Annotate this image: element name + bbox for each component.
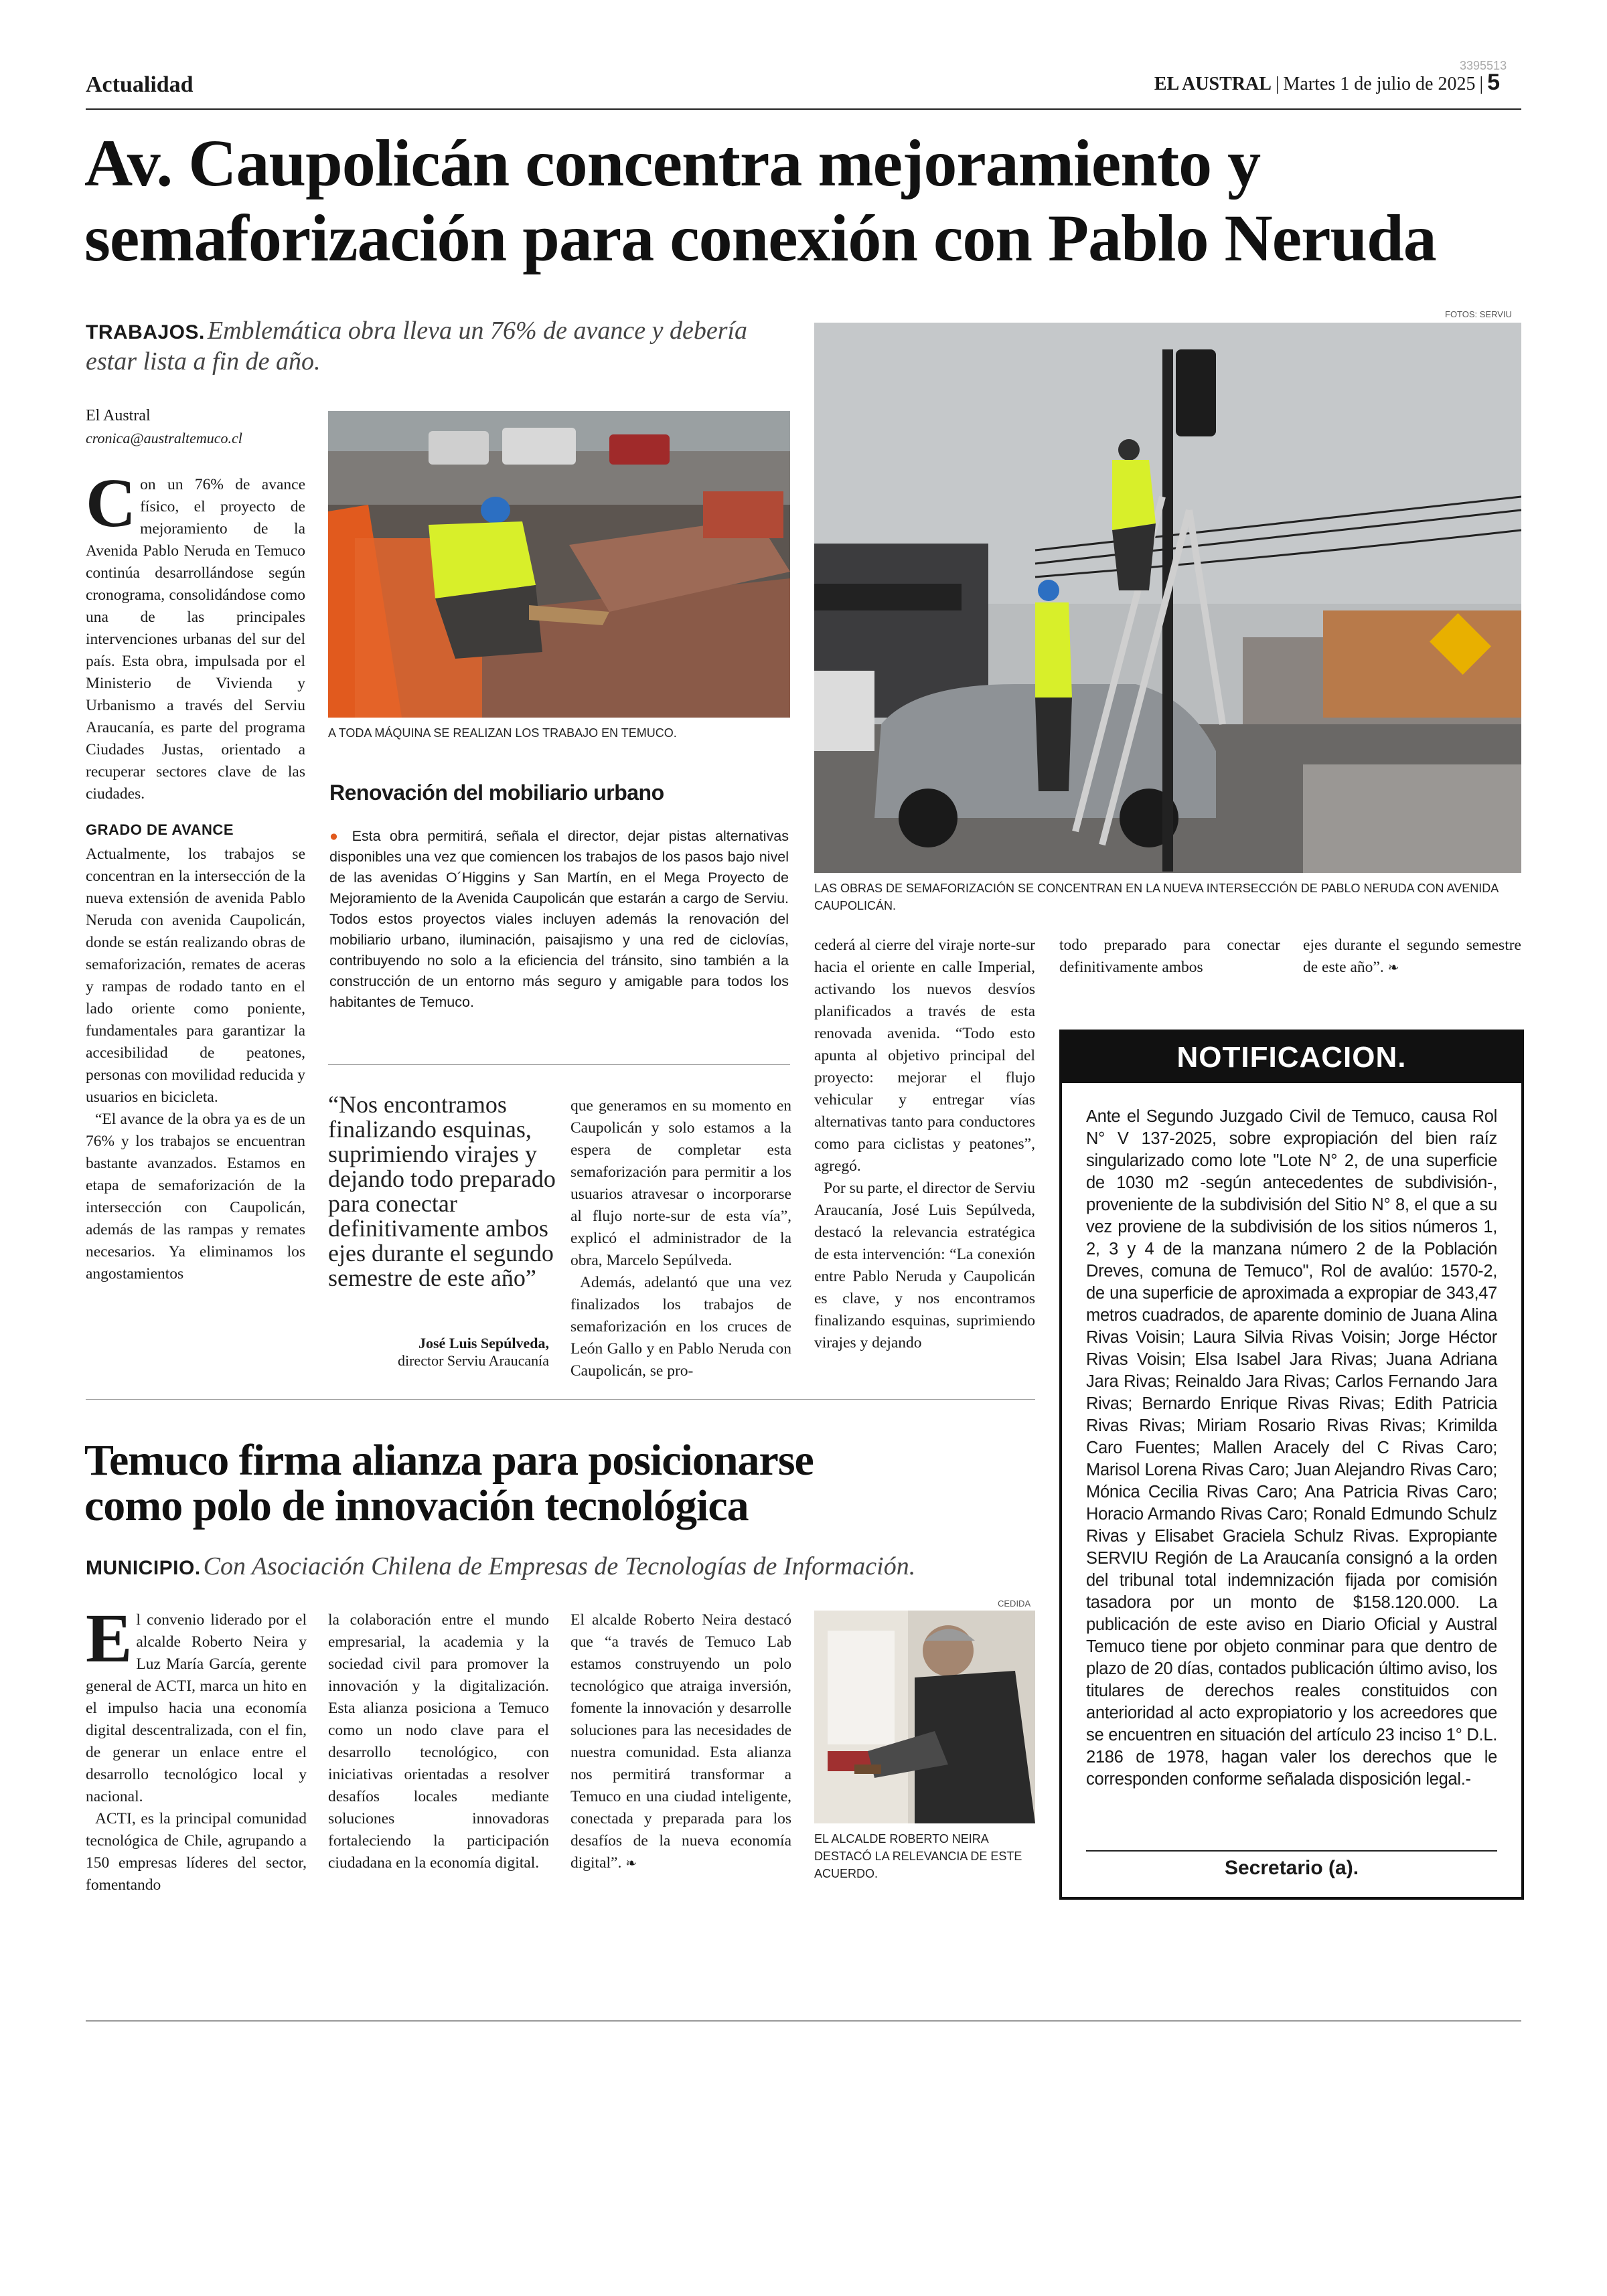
sidebar-title: Renovación del mobiliario urbano: [329, 781, 664, 805]
photo-mayor-signing: [814, 1611, 1035, 1823]
article1-kicker: TRABAJOS.: [86, 321, 205, 343]
article2-column-3: El alcalde Roberto Neira destacó que “a través de Temuco Lab estamos construyendo un polo tecnológico que atraiga inversión, fomente la innovación y desarrolle soluciones para las necesidades de nuestra comunidad. Esta alianza nos permitirá transformar a Temuco en una ciudad inteligente, conectada y preparada para los desafíos de la nueva economía digital”. ❧: [570, 1611, 791, 1872]
photo-workers-paving: [328, 411, 790, 718]
pull-quote: “Nos encontramos finalizando esquinas, suprimiendo virajes y dejando todo preparado para conectar definitivamente ambos ejes durante el segundo semestre de este año”: [328, 1091, 556, 1291]
photo-paving-image: [328, 411, 790, 718]
article1-deck: [86, 316, 755, 377]
article2-photo-credit: CEDIDA: [998, 1598, 1031, 1609]
article1-column-5: todo preparado para conectar definitivamente ambos: [1059, 936, 1280, 976]
end-mark-icon: ❧: [1387, 959, 1399, 975]
notification-box: [1059, 1030, 1524, 1900]
notification-title: NOTIFICACION.: [1062, 1032, 1521, 1083]
newspaper-name: EL AUSTRAL: [1154, 74, 1272, 94]
quote-author: José Luis Sepúlveda, director Serviu Araucanía: [397, 1335, 549, 1369]
article1-headline: Av. Caupolicán concentra mejoramiento y semaforización para conexión con Pablo Neruda: [84, 126, 1436, 275]
sidebar-divider: [328, 1064, 790, 1065]
article2-deck: [86, 1552, 1050, 1582]
photo-traffic-light: [814, 323, 1521, 873]
sidebar-text: ● Esta obra permitirá, señala el director, dejar pistas alternativas disponibles una vez que comiencen los trabajos de los pasos bajo nivel de las avenidas O´Higgins y San Martín, en el Mega Proyecto de Mejoramiento de la Avenida Caupolicán que estarán a cargo de Serviu. Todos estos proyectos viales incluyen además la renovación del mobiliario urbano, iluminación, paisajismo y una red de ciclovías, contribuyendo no solo a la eficiencia del tránsito, sino también a la construcción de un entorno más seguro y amigable para todos los habitantes de Temuco.: [329, 828, 789, 1010]
article2-headline: Temuco firma alianza para posicionarse como polo de innovación tecnológica: [84, 1436, 814, 1530]
issue-date: Martes 1 de julio de 2025: [1283, 74, 1476, 94]
masthead: EL AUSTRAL | Martes 1 de julio de 2025 | 5: [1154, 70, 1500, 95]
article1-deck-text: Emblemática obra lleva un 76% de avance y debería estar lista a fin de año.: [86, 317, 748, 376]
article1-column-4: cederá al cierre del viraje norte-sur hacia el oriente en calle Imperial, activando los nuevos desvíos planificados a través de esta renovada avenida. “Todo esto apunta al objetivo principal del proyecto: mejorar el flujo vehicular y entregar vías alternativas tanto para conductores como para ciclistas y peatones”, agregó. Por su parte, el director de Serviu Araucanía, José Luis Sepúlveda, destacó la relevancia estratégica de esta intervención: “La conexión entre Pablo Neruda y Caupolicán es clave, y nos encontramos finalizando esquinas, suprimiendo virajes y dejando: [814, 936, 1035, 1351]
photo2-caption: LAS OBRAS DE SEMAFORIZACIÓN SE CONCENTRAN EN LA NUEVA INTERSECCIÓN DE PABLO NERUDA CON AVENIDA CAUPOLICÁN.: [814, 882, 1499, 912]
article1-column-6: ejes durante el segundo semestre de este año”. ❧: [1303, 936, 1521, 976]
photo-traffic-light-image: [814, 323, 1521, 873]
dropcap-e: E: [86, 1600, 133, 1677]
notification-divider: [1086, 1850, 1497, 1852]
bullet-icon: ●: [329, 828, 343, 844]
article1-column-1: Con un 76% de avance físico, el proyecto de mejoramiento de la Avenida Pablo Neruda en Temuco continúa desarrollándose según cronograma, consolidándose como una de las principales intervenciones urbanas del sur del país. Esta obra, impulsada por el Ministerio de Vivienda y Urbanismo a través del Serviu Araucanía, es parte del programa Ciudades Justas, orientado a recuperar sectores clave de las ciudades. GRADO DE AVANCE Actualmente, los trabajos se concentran en la intersección de la nueva extensión de avenida Pablo Neruda con avenida Caupolicán, donde se están realizando obras de semaforización, remates de aceras y rampas de rodado tanto en el lado oriente como poniente, fundamentales para garantizar la accesibilidad de peatones, personas con movilidad reducida y usuarios en bicicleta. “El avance de la obra ya es de un 76% y los trabajos se encuentran bastante avanzados. Estamos en etapa de semaforización de la intersección con Caupolicán, además de las rampas y remates necesarios. Ya eliminamos los angostamientos: [86, 465, 305, 1283]
page-id-watermark: 3395513: [1460, 59, 1507, 72]
article2-top-rule: [86, 1399, 1035, 1400]
page-bottom-rule: [86, 2020, 1521, 2022]
article2-column-2: la colaboración entre el mundo empresarial, la academia y la sociedad civil para promover la innovación y la digitalización. Esta alianza posiciona a Temuco como un nodo clave para el desarrollo tecnológico, con iniciativas orientadas a resolver desafíos locales mediante soluciones innovadoras fortaleciendo la participación ciudadana en la economía digital.: [328, 1611, 549, 1872]
dropcap: C: [86, 465, 137, 542]
byline: El Austral: [86, 407, 151, 424]
photo-credit: FOTOS: SERVIU: [1445, 309, 1512, 319]
article2-column-1: El convenio liderado por el alcalde Roberto Neira y Luz María García, gerente general de ACTI, marca un hito en el impulso hacia una economía digital descentralizada, con el fin, de generar un enlace entre el desarrollo tecnológico local y nacional. ACTI, es la principal comunidad tecnológica de Chile, agrupando a 150 empresas líderes del sector, fomentando: [86, 1600, 307, 1894]
end-mark-icon-2: ❧: [625, 1855, 637, 1871]
article2-kicker: MUNICIPIO.: [86, 1557, 201, 1579]
article2-photo-caption: EL ALCALDE ROBERTO NEIRA DESTACÓ LA RELEVANCIA DE ESTE ACUERDO.: [814, 1832, 1022, 1880]
section-label: Actualidad: [86, 72, 194, 97]
photo1-caption: A TODA MÁQUINA SE REALIZAN LOS TRABAJO EN TEMUCO.: [328, 726, 677, 740]
notification-body: Ante el Segundo Juzgado Civil de Temuco, causa Rol N° V 137-2025, sobre expropiación del bien raíz singularizado como lote "Lote N° 2, de una superficie de 1030 m2 -según antecedentes de subdivisión-, proveniente de la subdivisión del Sitio N° 8, el que a su vez proviene de la subdivisión de los sitios números 1, 2, 3 y 4 de la manzana número 2 de la Población Dreves, comuna de Temuco", Rol de avalúo: 1570-2, de una superficie de aproximada a expropiar de 343,47 metros cuadrados, de aparente dominio de Juana Alina Rivas Voisin; Laura Silvia Rivas Voisin; Jorge Héctor Rivas Voisin; Elsa Isabel Jara Rivas; Juana Adriana Jara Rivas; Reinaldo Jara Rivas; Carlos Fernando Jara Rivas; Bernardo Enrique Rivas Rivas; Edith Patricia Rivas Rivas; Miriam Rosario Rivas Rivas; Krimilda Caro Fuentes; Mallen Aracely del C Rivas Caro; Marisol Lorena Rivas Caro; Juan Alejandro Rivas Caro; Mónica Cecilia Rivas Caro; Ana Patricia Rivas Caro; Horacio Armando Rivas Caro; Ronald Edmundo Schulz Rivas y Elisabet Graciela Schulz Rivas. Expropiante SERVIU Región de La Araucanía consignó a la orden del tribunal total indemnización fijada por comisión tasadora por un monto de $158.120.000. La publicación de este aviso en Diario Oficial y Austral Temuco tiene por objeto conminar para que dentro de plazo de 20 días, contados publicación último aviso, los titulares de derechos reales constituidos con anterioridad al acto expropiatorio y los acreedores que se encuentren en situación del artículo 23 inciso 1° D.L. 2186 de 1978, hagan valer los derechos que le corresponden conforme señalada disposición legal.-: [1086, 1107, 1497, 1789]
article1-column-3: que generamos en su momento en Caupolicán y solo estamos a la espera de completar esta semaforización para permitir a los usuarios atravesar o incorporarse al flujo norte-sur de esta vía”, explicó el administrador de la obra, Marcelo Sepúlveda. Además, adelantó que una vez finalizados los trabajos de semaforización en los cruces de León Gallo y en Pablo Neruda con Caupolicán, se pro-: [570, 1097, 791, 1380]
notification-signature: Secretario (a).: [1224, 1857, 1359, 1879]
subhead-grado-avance: GRADO DE AVANCE: [86, 821, 234, 838]
photo-mayor-image: [814, 1611, 1035, 1823]
article2-deck-text: Con Asociación Chilena de Empresas de Tecnologías de Información.: [203, 1552, 916, 1580]
byline-email: cronica@australtemuco.cl: [86, 430, 242, 446]
header-rule: [86, 108, 1521, 110]
page-number: 5: [1487, 70, 1500, 95]
